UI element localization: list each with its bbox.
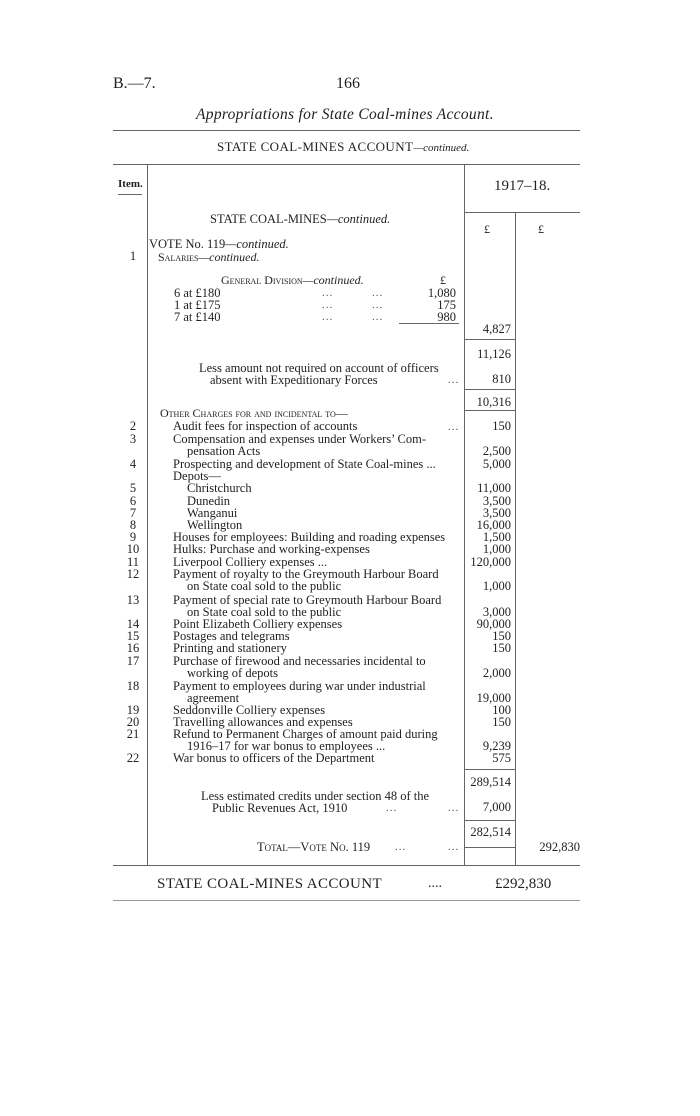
item-number: 12 (126, 567, 140, 581)
item-number: 18 (126, 679, 140, 693)
item-amount: 11,000 (477, 481, 511, 495)
item-amount: 1,500 (482, 530, 511, 544)
net-total: 282,514 (470, 825, 511, 839)
item-number: 17 (126, 654, 140, 668)
item-number-1: 1 (129, 249, 137, 263)
item-description: Dunedin (187, 494, 231, 508)
sub-heading-text: STATE COAL-MINES (210, 212, 327, 226)
general-division-amount: 175 (437, 298, 456, 312)
item-description: Payment of special rate to Greymouth Harbour Board (173, 593, 442, 607)
less-not-required-line-2: absent with Expeditionary Forces (210, 373, 378, 387)
net-total-underline (465, 847, 515, 848)
subtotal-rule-2 (465, 389, 515, 390)
section-title-suffix: —continued. (413, 142, 470, 154)
section-title (217, 139, 469, 155)
item-amount: 1,000 (482, 579, 511, 593)
general-division-subtotal: 4,827 (482, 322, 511, 336)
item-number: 10 (126, 542, 140, 556)
dot-leader: ... (395, 841, 407, 853)
item-description: Audit fees for inspection of accounts (173, 419, 358, 433)
dot-leader: ... (448, 841, 460, 853)
dot-leader: ... (386, 802, 398, 814)
general-division-suffix: —continued. (302, 273, 364, 287)
item-description: Seddonville Colliery expenses (173, 703, 326, 717)
item-amount: 9,239 (482, 739, 511, 753)
dot-leader: ... (372, 299, 384, 311)
general-division-rate: 1 at £175 (174, 298, 221, 312)
general-division-rate: 6 at £180 (174, 286, 221, 300)
item-description: Houses for employees: Building and roading expenses (173, 530, 446, 544)
item-number: 3 (129, 432, 137, 446)
item-number: 7 (129, 506, 137, 520)
item-amount: 2,000 (482, 666, 511, 680)
item-number: 14 (126, 617, 140, 631)
footer-account-label: STATE COAL-MINES ACCOUNT (157, 876, 383, 892)
item-description: Refund to Permanent Charges of amount paid during (173, 727, 438, 741)
item-description: War bonus to officers of the Department (173, 751, 375, 765)
item-amount: 150 (492, 629, 511, 643)
salaries-suffix: —continued. (198, 250, 260, 264)
vote-total-amount: 292,830 (539, 840, 580, 854)
item-number: 21 (126, 727, 140, 741)
item-amount: 3,500 (482, 506, 511, 520)
dot-leader: ... (448, 421, 460, 433)
sub-heading-suffix: —continued. (326, 212, 391, 226)
item-description: Liverpool Colliery expenses ... (173, 555, 328, 569)
item-amount: 2,500 (482, 444, 511, 458)
general-division-pound: £ (440, 273, 446, 287)
dot-leader: ... (448, 374, 460, 386)
item-description: Purchase of firewood and necessaries incidental to (173, 654, 426, 668)
item-number: 4 (129, 457, 137, 471)
item-number: 22 (126, 751, 140, 765)
item-amount: 150 (492, 419, 511, 433)
pound-column-1-header: £ (484, 222, 490, 236)
item-description: Point Elizabeth Colliery expenses (173, 617, 343, 631)
vote-suffix: —continued. (225, 237, 289, 251)
item-amount: 575 (492, 751, 511, 765)
dot-leader: ... (322, 311, 334, 323)
general-division-label: General Division (221, 273, 303, 287)
item-number: 15 (126, 629, 140, 643)
item-amount: 1,000 (482, 542, 511, 556)
page-title: Appropriations for State Coal-mines Account. (196, 106, 494, 123)
item-column-divider (147, 164, 148, 866)
item-amount: 5,000 (482, 457, 511, 471)
item-number: 2 (129, 419, 137, 433)
footer-rule (113, 900, 580, 901)
item-number: 9 (129, 530, 137, 544)
item-number: 20 (126, 715, 140, 729)
item-number: 13 (126, 593, 140, 607)
amount-column-middle-rule (515, 212, 516, 866)
item-description-continued: on State coal sold to the public (187, 579, 342, 593)
item-description: Wellington (187, 518, 243, 532)
header-rule (113, 130, 580, 131)
item-description-continued: pensation Acts (187, 444, 261, 458)
year-heading-rule (465, 212, 580, 213)
dot-leader: ... (372, 311, 384, 323)
subtotal-rule-4 (465, 769, 515, 770)
page-number: 166 (336, 75, 360, 92)
credits-line-2: Public Revenues Act, 1910 (212, 801, 348, 815)
credits-amount: 7,000 (482, 800, 511, 814)
dot-leader: ... (372, 287, 384, 299)
item-description: Compensation and expenses under Workers’ Com- (173, 432, 426, 446)
subtotal-rule-3 (465, 410, 515, 411)
item-description: Postages and telegrams (173, 629, 290, 643)
item-description: Payment to employees during war under industrial (173, 679, 426, 693)
pound-column-2-header: £ (538, 222, 544, 236)
item-number: 11 (126, 555, 140, 569)
less-not-required-amount: 810 (492, 372, 511, 386)
salaries-heading (158, 250, 259, 265)
general-division-amount: 1,080 (427, 286, 456, 300)
other-charges-gross: 289,514 (470, 775, 511, 789)
less-not-required-line-1: Less amount not required on account of officers (199, 361, 439, 375)
subtotal-rule-1 (465, 339, 515, 340)
report-reference: B.—7. (113, 75, 156, 92)
item-number: 6 (129, 494, 137, 508)
item-amount: 150 (492, 641, 511, 655)
salaries-label: Salaries (158, 250, 199, 264)
item-amount: 100 (492, 703, 511, 717)
item-amount: 3,500 (482, 494, 511, 508)
item-description-continued: on State coal sold to the public (187, 605, 342, 619)
item-number: 5 (129, 481, 137, 495)
item-amount: 120,000 (470, 555, 511, 569)
sub-heading (210, 212, 390, 227)
item-number: 16 (126, 641, 140, 655)
credits-line-1: Less estimated credits under section 48 of the (201, 789, 430, 803)
item-amount: 150 (492, 715, 511, 729)
item-amount: 3,000 (482, 605, 511, 619)
other-charges-heading: Other Charges for and incidental to— (160, 406, 348, 420)
item-description: Prospecting and development of State Coal-mines ... (173, 457, 436, 471)
item-number: 19 (126, 703, 140, 717)
general-division-rate: 7 at £140 (174, 310, 221, 324)
item-header-underline (118, 194, 142, 195)
dot-leader: ... (322, 299, 334, 311)
salaries-net: 10,316 (476, 395, 511, 409)
year-column-header: 1917–18. (494, 178, 551, 194)
dot-leader: ... (448, 802, 460, 814)
subtotal-rule-5 (465, 820, 515, 821)
item-description: Depots— (173, 469, 221, 483)
footer-dot-leader: .... (428, 876, 442, 891)
item-amount: 19,000 (476, 691, 511, 705)
vote-number: VOTE No. 119 (149, 237, 226, 251)
section-title-text: STATE COAL-MINES ACCOUNT (217, 139, 414, 154)
item-description: Hulks: Purchase and working-expenses (173, 542, 370, 556)
table-bottom-rule (113, 865, 580, 866)
item-description: Printing and stationery (173, 641, 287, 655)
item-description: Christchurch (187, 481, 252, 495)
table-top-rule (113, 164, 580, 165)
vote-total-label: Total—Vote No. 119 (257, 840, 371, 854)
item-number: 8 (129, 518, 137, 532)
item-description-continued: agreement (187, 691, 240, 705)
general-division-heading (221, 273, 364, 288)
item-description: Payment of royalty to the Greymouth Harbour Board (173, 567, 439, 581)
salaries-gross: 11,126 (477, 347, 511, 361)
general-division-amount: 980 (437, 310, 456, 324)
item-column-header: Item. (118, 178, 143, 190)
item-description-continued: working of depots (187, 666, 278, 680)
item-description: Wanganui (187, 506, 238, 520)
item-description: Travelling allowances and expenses (173, 715, 353, 729)
footer-total: £292,830 (495, 876, 552, 892)
item-amount: 90,000 (476, 617, 511, 631)
dot-leader: ... (322, 287, 334, 299)
item-amount: 16,000 (476, 518, 511, 532)
item-description-continued: 1916–17 for war bonus to employees ... (187, 739, 386, 753)
